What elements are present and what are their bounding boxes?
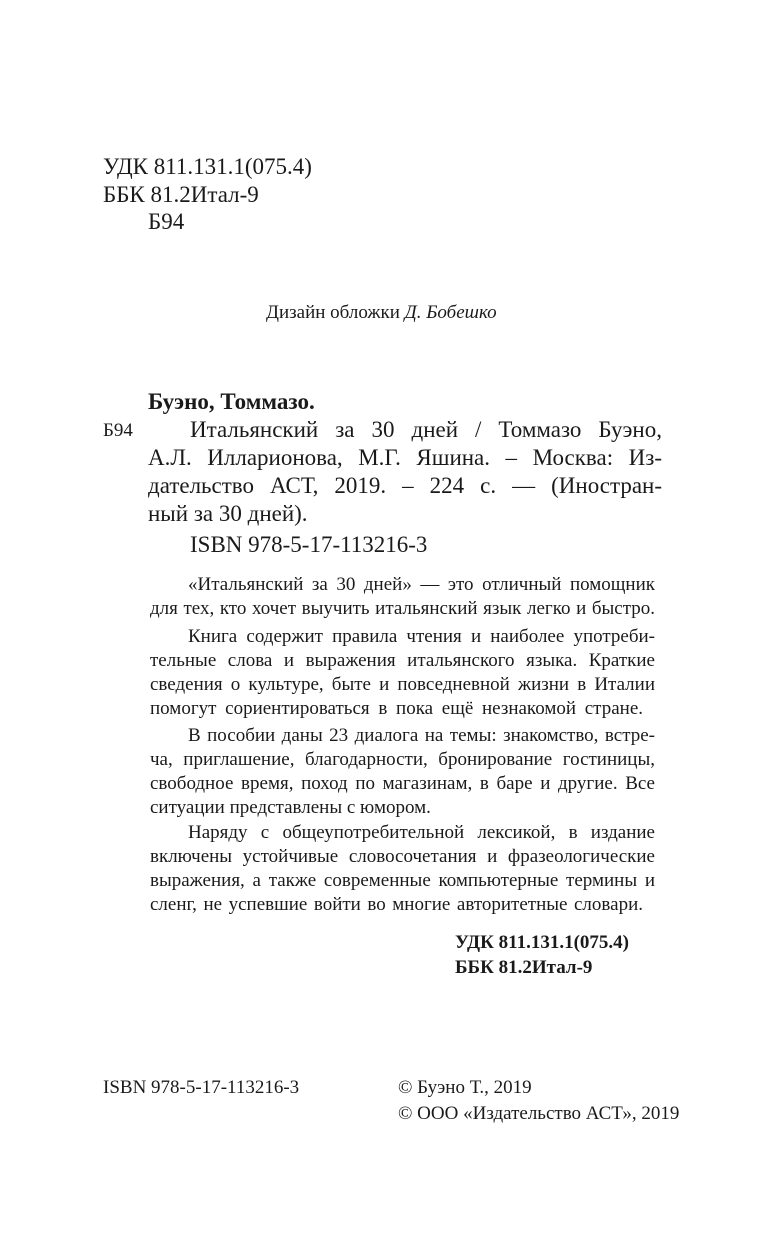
annotation-line: ча, приглашение, благодарности, бронирование гостиницы, xyxy=(150,749,655,770)
annotation-line: Книга содержит правила чтения и наиболее употреби- xyxy=(188,626,655,647)
bib-line: Итальянский за 30 дней / Томмазо Буэно, xyxy=(190,417,662,442)
copyright-author: © Буэно Т., 2019 xyxy=(398,1077,532,1098)
udk-bold: УДК 811.131.1(075.4) xyxy=(455,932,629,953)
annotation-line: для тех, кто хочет выучить итальянский язык легко и быстро. xyxy=(150,598,655,619)
bib-line: дательство АСТ, 2019. – 224 с. — (Иностран- xyxy=(148,473,662,498)
annotation-line: ситуации представлены с юмором. xyxy=(150,797,431,818)
annotation-line: свободное время, поход по магазинам, в баре и другие. Все xyxy=(150,773,655,794)
bbk-bold: ББК 81.2Итал-9 xyxy=(455,957,593,978)
author-mark: Б94 xyxy=(148,209,185,234)
udk-code: УДК 811.131.1(075.4) xyxy=(103,154,312,179)
annotation-line: Наряду с общеупотребительной лексикой, в издание xyxy=(188,822,655,843)
author-heading: Буэно, Томмазо. xyxy=(148,389,315,414)
cover-design-credit xyxy=(266,303,497,322)
annotation-line: сведения о культуре, быте и повседневной жизни в Италии xyxy=(150,674,655,695)
annotation-line: сленг, не успевшие войти во многие авторитетные словари. xyxy=(150,894,643,915)
bbk-code: ББК 81.2Итал-9 xyxy=(103,182,259,207)
bib-line: А.Л. Илларионова, М.Г. Яшина. – Москва: Из- xyxy=(148,445,662,470)
annotation-line: выражения, а также современные компьютерные термины и xyxy=(150,870,655,891)
bib-isbn: ISBN 978-5-17-113216-3 xyxy=(190,532,428,557)
bib-author-mark: Б94 xyxy=(103,420,133,441)
footer-isbn: ISBN 978-5-17-113216-3 xyxy=(103,1077,300,1098)
cover-design-label: Дизайн обложки xyxy=(266,302,400,323)
copyright-publisher: © ООО «Издательство АСТ», 2019 xyxy=(398,1103,680,1124)
cover-designer: Д. Бобешко xyxy=(404,302,497,323)
bib-line: ный за 30 дней). xyxy=(148,501,308,526)
annotation-line: помогут сориентироваться в пока ещё незнакомой стране. xyxy=(150,698,643,719)
annotation-line: «Итальянский за 30 дней» — это отличный помощник xyxy=(188,574,655,595)
annotation-line: включены устойчивые словосочетания и фразеологические xyxy=(150,846,655,867)
annotation-line: В пособии даны 23 диалога на темы: знакомство, встре- xyxy=(188,725,655,746)
annotation-line: тельные слова и выражения итальянского языка. Краткие xyxy=(150,650,655,671)
